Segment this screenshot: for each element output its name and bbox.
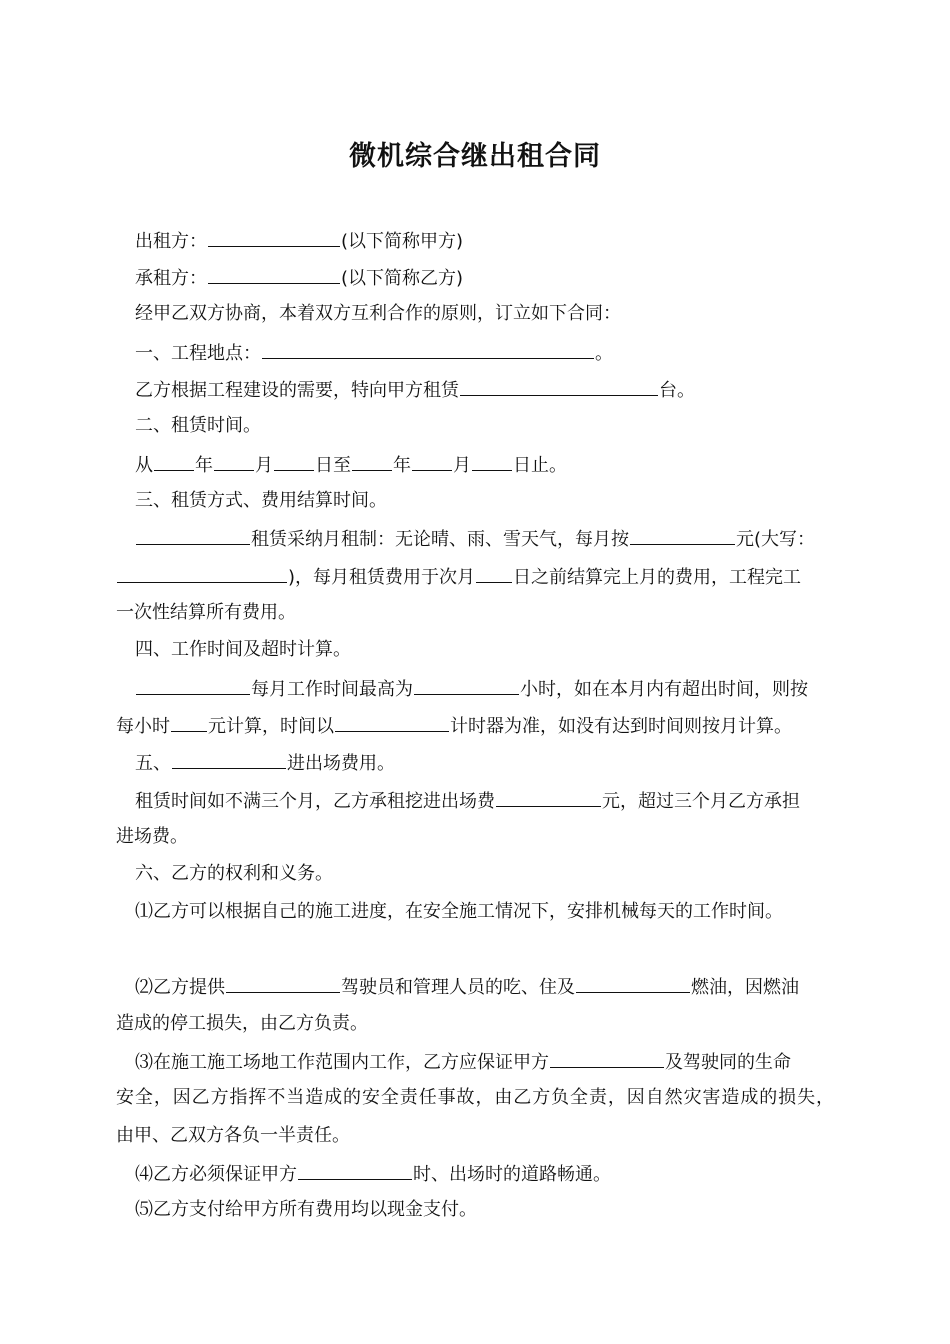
section1-end: 。 [595,343,613,364]
section5-line1 [135,788,800,814]
section6-item1: ⑴乙方可以根据自己的施工进度，在安全施工情况下，安排机械每天的工作时间。 [135,901,783,922]
lessor-suffix: (以下简称甲方) [341,231,464,252]
section5-blank [172,750,286,769]
fee-uppercase-blank [117,564,287,583]
intro-paragraph: 经甲乙双方协商，本着双方互利合作的原则，订立如下合同： [135,303,621,324]
lessor-blank [208,228,340,247]
section5-heading-a: 五、 [135,753,171,774]
end-month-blank [412,452,452,471]
from-text: 从 [135,455,153,476]
section1-lease-text: 乙方根据工程建设的需要，特向甲方租赁 [135,380,459,401]
lessor-label: 出租方： [135,231,207,252]
section1-heading-line [135,340,613,366]
start-day-blank [274,452,314,471]
section1-lease-unit: 台。 [659,380,695,401]
lessee-line [135,265,463,291]
settle-day-blank [476,564,512,583]
section3-heading: 三、租赁方式、费用结算时间。 [135,490,387,511]
month-text: 月 [255,455,273,476]
section1-heading: 一、工程地点： [135,343,261,364]
section4-p2b: 元计算，时间以 [208,716,334,737]
section5-heading-line [135,750,395,776]
document-title: 微机综合继出租合同 [349,141,601,172]
item4-b: 时、出场时的道路畅通。 [413,1164,611,1185]
max-hours-blank [414,676,519,695]
entry-fee-blank [496,788,601,807]
monthly-fee-blank [630,526,735,545]
timer-blank [335,713,449,732]
item2-c: 燃油，因燃油 [691,977,799,998]
hourly-fee-blank [171,713,207,732]
lease-qty-blank [460,377,658,396]
section1-lease-line [135,377,695,403]
section4-p2a: 每小时 [116,716,170,737]
month2-text: 月 [453,455,471,476]
site-blank [262,340,594,359]
work-time-blank [136,676,250,695]
end-day-blank [472,452,512,471]
section6-item4 [135,1161,611,1187]
section4-p1a: 每月工作时间最高为 [251,679,413,700]
section6-item3-line1 [135,1049,791,1075]
section3-line1 [135,526,815,552]
section5-p1b: 元，超过三个月乙方承担 [602,791,800,812]
lessee-blank [208,265,340,284]
section6-item2-line2: 造成的停工损失，由乙方负责。 [116,1013,368,1034]
section6-item3-line3: 由甲、乙双方各负一半责任。 [116,1125,350,1146]
section4-p2c: 计时器为准，如没有达到时间则按月计算。 [450,716,792,737]
year2-text: 年 [393,455,411,476]
section4-heading: 四、工作时间及超时计算。 [135,639,351,660]
section3-line2 [116,564,801,590]
year-text: 年 [195,455,213,476]
section6-heading: 六、乙方的权利和义务。 [135,863,333,884]
section3-p1a: 租赁采纳月租制：无论晴、雨、雪天气，每月按 [251,529,629,550]
section4-line2 [116,713,792,739]
section2-dates-line [135,452,567,478]
section6-item2-line1 [135,974,799,1000]
section3-p2b: 日之前结算完上月的费用，工程完工 [513,567,802,588]
section6-item3-line2: 安全，因乙方指挥不当造成的安全责任事故，由乙方负全责，因自然灾害造成的损失， [116,1087,834,1108]
section4-line1 [135,676,808,702]
section4-p1b: 小时，如在本月内有超出时间，则按 [520,679,808,700]
item3-a: ⑶在施工施工场地工作范围内工作，乙方应保证甲方 [135,1052,549,1073]
day-to-text: 日至 [315,455,351,476]
section3-p2a: )，每月租赁费用于次月 [288,567,476,588]
lessor-line [135,228,463,254]
end-year-blank [352,452,392,471]
section6-item5: ⑸乙方支付给甲方所有费用均以现金支付。 [135,1199,477,1220]
item3-b: 及驾驶同的生命 [665,1052,791,1073]
lessee-suffix: (以下简称乙方) [341,268,464,289]
section3-line3: 一次性结算所有费用。 [116,602,296,623]
section3-p1b: 元(大写： [736,529,816,550]
day-end-text: 日止。 [513,455,567,476]
lease-method-blank [136,526,250,545]
item2-b: 驾驶员和管理人员的吃、住及 [341,977,575,998]
section5-line2: 进场费。 [116,826,188,847]
item2-a: ⑵乙方提供 [135,977,225,998]
provide-blank [226,974,340,993]
entry-time-blank [298,1161,412,1180]
lessee-label: 承租方： [135,268,207,289]
item4-a: ⑷乙方必须保证甲方 [135,1164,297,1185]
safety-blank [550,1049,664,1068]
start-month-blank [214,452,254,471]
section5-p1a: 租赁时间如不满三个月，乙方承租挖进出场费 [135,791,495,812]
section5-heading-b: 进出场费用。 [287,753,395,774]
fuel-blank [576,974,690,993]
section2-heading: 二、租赁时间。 [135,415,261,436]
start-year-blank [154,452,194,471]
